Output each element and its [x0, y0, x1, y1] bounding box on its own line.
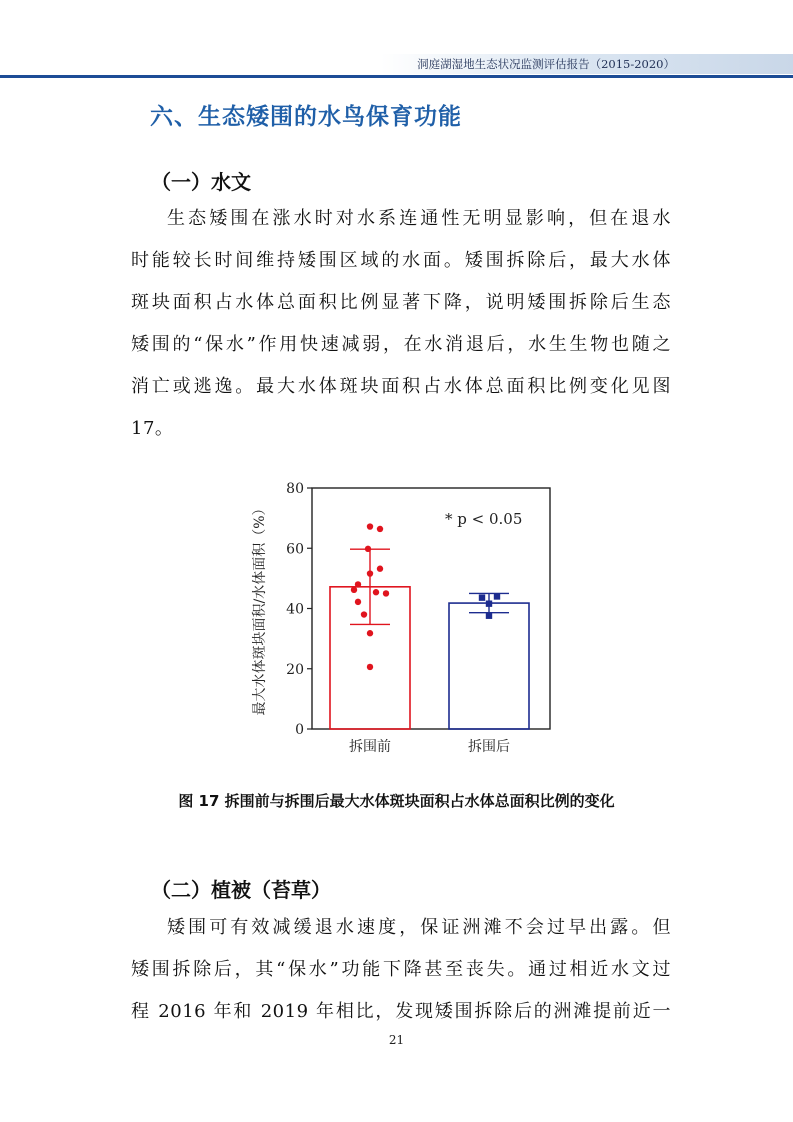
paragraph-line: 矮围的“保水”作用快速减弱，在水消退后，水生生物也随之	[131, 334, 671, 355]
data-point	[486, 613, 492, 619]
paragraph-line: 时能较长时间维持矮围区域的水面。矮围拆除后，最大水体	[131, 250, 671, 271]
paragraph-line: 矮围拆除后，其“保水”功能下降甚至丧失。通过相近水文过	[131, 959, 671, 980]
y-axis-label: 最大水体斑块面积/水体面积（%）	[252, 501, 268, 716]
page-number: 21	[388, 1033, 405, 1047]
y-tick-label: 60	[286, 541, 304, 558]
paragraph-line: 斑块面积占水体总面积比例显著下降，说明矮围拆除后生态	[131, 292, 671, 313]
figure-caption: 图 17 拆围前与拆围后最大水体斑块面积占水体总面积比例的变化	[178, 792, 615, 810]
data-point	[486, 600, 492, 606]
paragraph-line: 消亡或逃逸。最大水体斑块面积占水体总面积比例变化见图	[131, 376, 671, 397]
data-point	[367, 664, 373, 670]
data-point	[479, 594, 485, 600]
data-point	[367, 570, 373, 576]
data-point	[383, 590, 389, 596]
y-tick-label: 0	[295, 722, 304, 738]
data-point	[373, 589, 379, 595]
header-rule	[0, 75, 793, 78]
data-point	[365, 546, 371, 552]
data-point	[377, 526, 383, 532]
y-tick-label: 20	[286, 661, 304, 678]
paragraph-hydrology	[131, 198, 671, 450]
y-tick-label: 40	[286, 601, 304, 618]
running-header: 洞庭湖湿地生态状况监测评估报告（2015-2020）	[417, 57, 675, 71]
data-point	[367, 630, 373, 636]
data-point	[355, 599, 361, 605]
data-point	[377, 566, 383, 572]
paragraph-line: 17。	[131, 418, 174, 439]
data-point	[351, 587, 357, 593]
data-point	[361, 611, 367, 617]
paragraph-line: 程 2016 年和 2019 年相比，发现矮围拆除后的洲滩提前近一	[131, 1001, 671, 1022]
data-point	[367, 523, 373, 529]
paragraph-line: 生态矮围在涨水时对水系连通性无明显影响，但在退水	[167, 208, 671, 229]
subsection-title-hydrology: （一）水文	[151, 170, 251, 194]
section-title: 六、生态矮围的水鸟保育功能	[150, 104, 462, 130]
data-point	[355, 581, 361, 587]
paragraph-line: 矮围可有效减缓退水速度，保证洲滩不会过早出露。但	[167, 917, 671, 938]
x-tick-label: 拆围后	[468, 739, 510, 755]
paragraph-vegetation	[131, 907, 671, 1033]
subsection-title-vegetation: （二）植被（苔草）	[151, 878, 331, 902]
y-tick-label: 80	[286, 481, 304, 497]
significance-annotation: * p < 0.05	[445, 510, 523, 528]
figure-17-chart	[230, 478, 560, 768]
data-point	[494, 593, 500, 599]
bar-2	[449, 603, 529, 729]
x-tick-label: 拆围前	[349, 739, 391, 755]
